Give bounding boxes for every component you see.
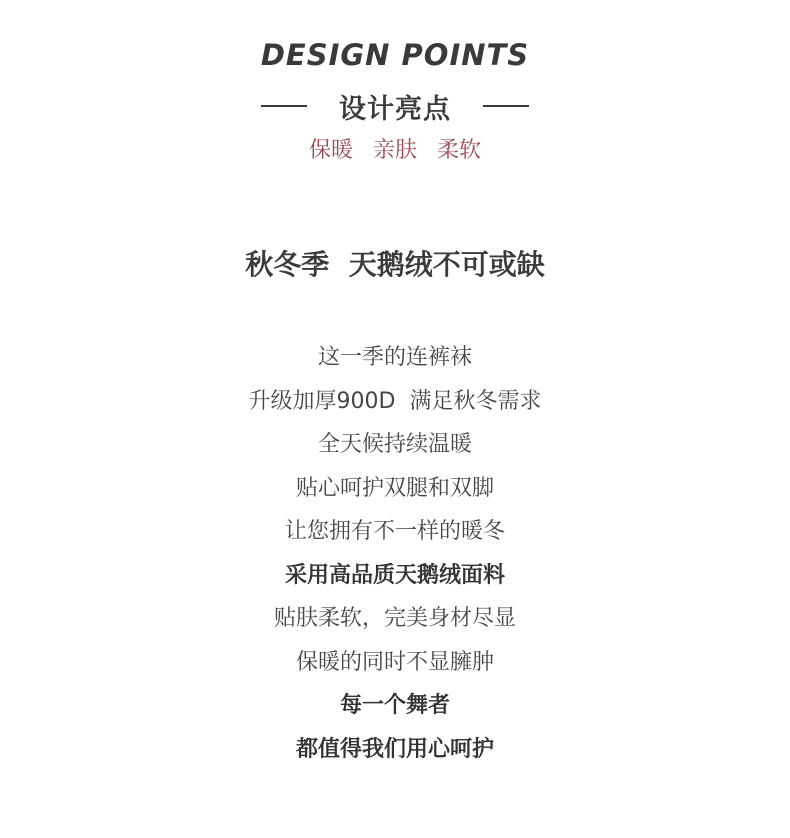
section-title-en: DESIGN POINTS xyxy=(260,38,530,72)
section-title-row xyxy=(0,86,790,126)
description-line: 这一季的连裤袜 xyxy=(317,345,472,370)
description-line: 保暖的同时不显臃肿 xyxy=(295,649,494,675)
feature-tags xyxy=(0,133,790,164)
description-line: 贴肤柔软，完美身材尽显 xyxy=(273,606,516,631)
description-line: 都值得我们用心呵护 xyxy=(295,736,494,762)
headline: 秋冬季 天鹅绒不可或缺 xyxy=(245,248,545,281)
description-line: 每一个舞者 xyxy=(339,693,450,718)
description-line: 升级加厚900D 满足秋冬需求 xyxy=(248,388,542,414)
feature-tag: 亲肤 xyxy=(372,138,417,163)
description-line: 贴心呵护双腿和双脚 xyxy=(295,475,494,501)
feature-tag: 保暖 xyxy=(308,138,353,163)
description-line: 全天候持续温暖 xyxy=(317,432,472,457)
description-lines xyxy=(0,340,790,775)
right-divider xyxy=(483,105,529,107)
feature-tag: 柔软 xyxy=(437,138,482,163)
section-title-cn: 设计亮点 xyxy=(339,93,451,125)
description-line: 让您拥有不一样的暖冬 xyxy=(284,519,505,544)
left-divider xyxy=(261,105,307,107)
description-line: 采用高品质天鹅绒面料 xyxy=(284,562,505,588)
